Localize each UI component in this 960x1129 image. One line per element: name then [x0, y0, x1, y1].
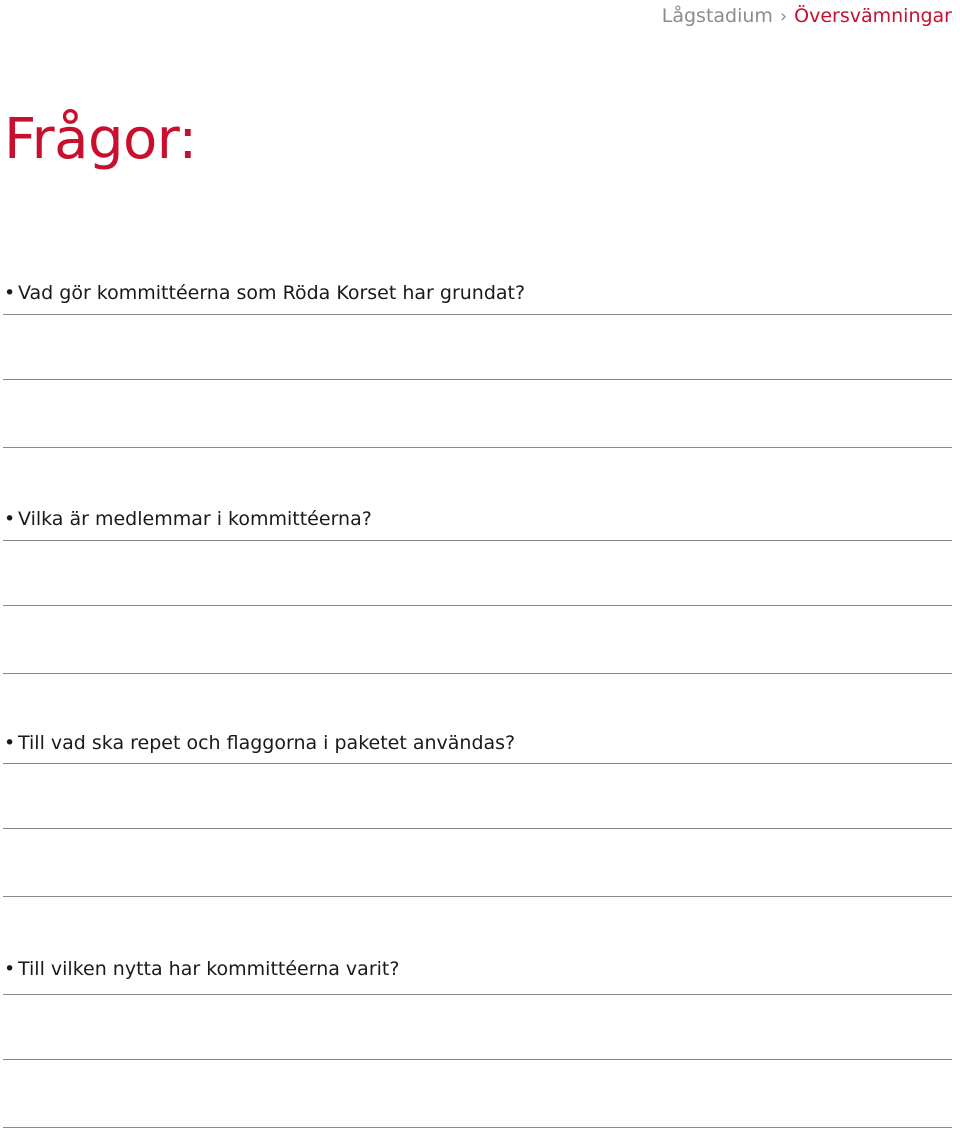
bullet-icon: •: [4, 282, 16, 304]
answer-line[interactable]: [3, 605, 952, 606]
question-4: [4, 957, 399, 981]
answer-line[interactable]: [3, 828, 952, 829]
chevron-right-icon: ›: [779, 6, 788, 27]
question-text: Till vad ska repet och flaggorna i paketet användas?: [18, 732, 516, 754]
answer-line[interactable]: [3, 673, 952, 674]
answer-line[interactable]: [3, 994, 952, 995]
answer-line[interactable]: [3, 1059, 952, 1060]
breadcrumb: [662, 4, 952, 29]
question-2: [4, 507, 372, 531]
question-3: [4, 731, 515, 755]
bullet-icon: •: [4, 508, 16, 530]
breadcrumb-current: Översvämningar: [794, 5, 952, 27]
question-1: [4, 281, 525, 305]
question-text: Vilka är medlemmar i kommittéerna?: [18, 508, 372, 530]
answer-line[interactable]: [3, 896, 952, 897]
breadcrumb-parent[interactable]: Lågstadium: [661, 5, 773, 27]
bullet-icon: •: [4, 732, 16, 754]
question-text: Vad gör kommittéerna som Röda Korset har grundat?: [18, 282, 526, 304]
bullet-icon: •: [4, 958, 16, 980]
page-title: Frågor:: [4, 107, 197, 172]
question-text: Till vilken nytta har kommittéerna varit?: [18, 958, 400, 980]
answer-line[interactable]: [3, 540, 952, 541]
answer-line[interactable]: [3, 379, 952, 380]
answer-line[interactable]: [3, 314, 952, 315]
answer-line[interactable]: [3, 1127, 952, 1128]
answer-line[interactable]: [3, 763, 952, 764]
answer-line[interactable]: [3, 447, 952, 448]
